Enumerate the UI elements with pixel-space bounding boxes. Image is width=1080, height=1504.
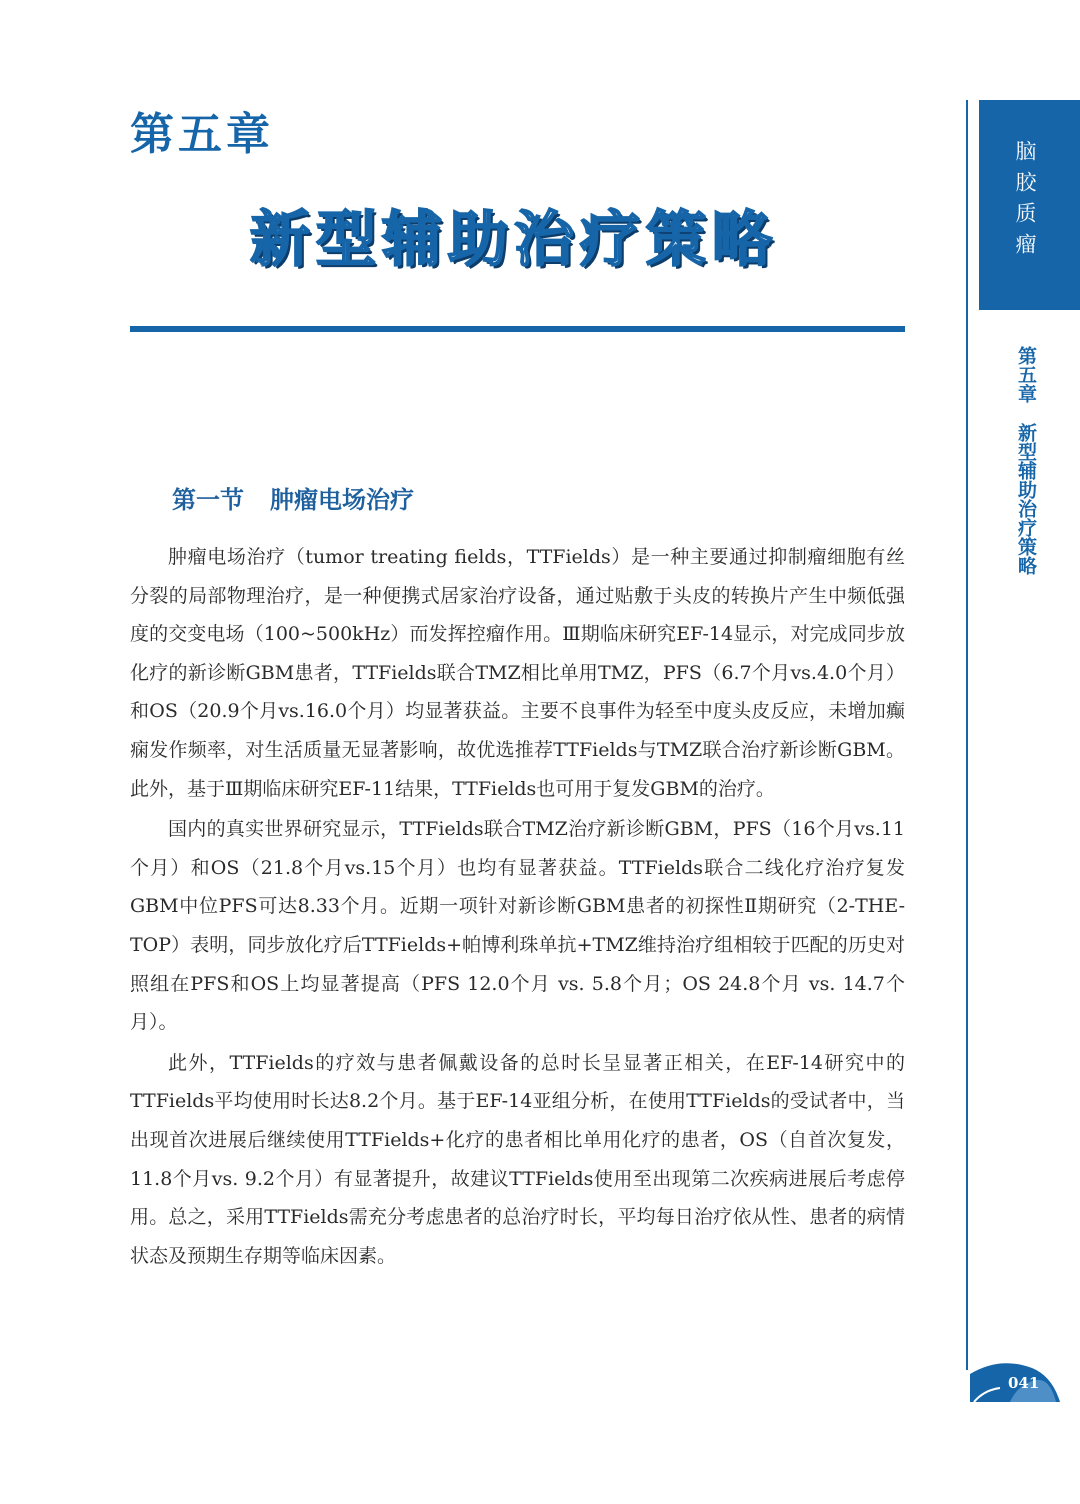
side-chapter-heading bbox=[1006, 346, 1040, 575]
chapter-title: 新型辅助治疗策略 bbox=[250, 205, 778, 275]
page-number: 041 bbox=[1008, 1374, 1040, 1392]
body-text bbox=[130, 538, 905, 1277]
side-chapter-label: 第五章 bbox=[1015, 346, 1037, 403]
section-number: 第一节 bbox=[172, 485, 244, 514]
chapter-label: 第五章 bbox=[130, 109, 274, 160]
side-chapter-title: 新型辅助治疗策略 bbox=[1015, 423, 1037, 575]
paragraph: 肿瘤电场治疗（tumor treating fields，TTFields）是一种主要通过抑制瘤细胞有丝分裂的局部物理治疗，是一种便携式居家治疗设备，通过贴敷于头皮的转换片产生中频低强度的交变电场（100~500kHz）而发挥控瘤作用。Ⅲ期临床研究EF-14显示，对完成同步放化疗的新诊断GBM患者，TTFields联合TMZ相比单用TMZ，PFS（6.7个月vs.4.0个月）和OS（20.9个月vs.16.0个月）均显著获益。主要不良事件为轻至中度头皮反应，未增加癫痫发作频率，对生活质量无显著影响，故优选推荐TTFields与TMZ联合治疗新诊断GBM。此外，基于Ⅲ期临床研究EF-11结果，TTFields也可用于复发GBM的治疗。 bbox=[130, 546, 905, 800]
section-heading bbox=[172, 480, 414, 515]
paragraph: 国内的真实世界研究显示，TTFields联合TMZ治疗新诊断GBM，PFS（16个月vs.11个月）和OS（21.8个月vs.15个月）也均有显著获益。TTFields联合二线化疗治疗复发GBM中位PFS可达8.33个月。近期一项针对新诊断GBM患者的初探性Ⅱ期研究（2-THE-TOP）表明，同步放化疗后TTFields+帕博利珠单抗+TMZ维持治疗组相较于匹配的历史对照组在PFS和OS上均显著提高（PFS 12.0个月 vs. 5.8个月；OS 24.8个月 vs. 14.7个月）。 bbox=[130, 818, 905, 1034]
book-title: 脑胶质瘤 bbox=[1013, 140, 1037, 264]
section-title: 肿瘤电场治疗 bbox=[270, 485, 414, 514]
paragraph: 此外，TTFields的疗效与患者佩戴设备的总时长呈显著正相关，在EF-14研究中的TTFields平均使用时长达8.2个月。基于EF-14亚组分析，在使用TTFields的受试者中，当出现首次进展后继续使用TTFields+化疗的患者相比单用化疗的患者，OS（自首次复发，11.8个月vs. 9.2个月）有显著提升，故建议TTFields使用至出现第二次疾病进展后考虑停用。总之，采用TTFields需充分考虑患者的总治疗时长，平均每日治疗依从性、患者的病情状态及预期生存期等临床因素。 bbox=[130, 1051, 905, 1267]
title-divider bbox=[130, 326, 905, 332]
side-divider bbox=[966, 100, 968, 1370]
